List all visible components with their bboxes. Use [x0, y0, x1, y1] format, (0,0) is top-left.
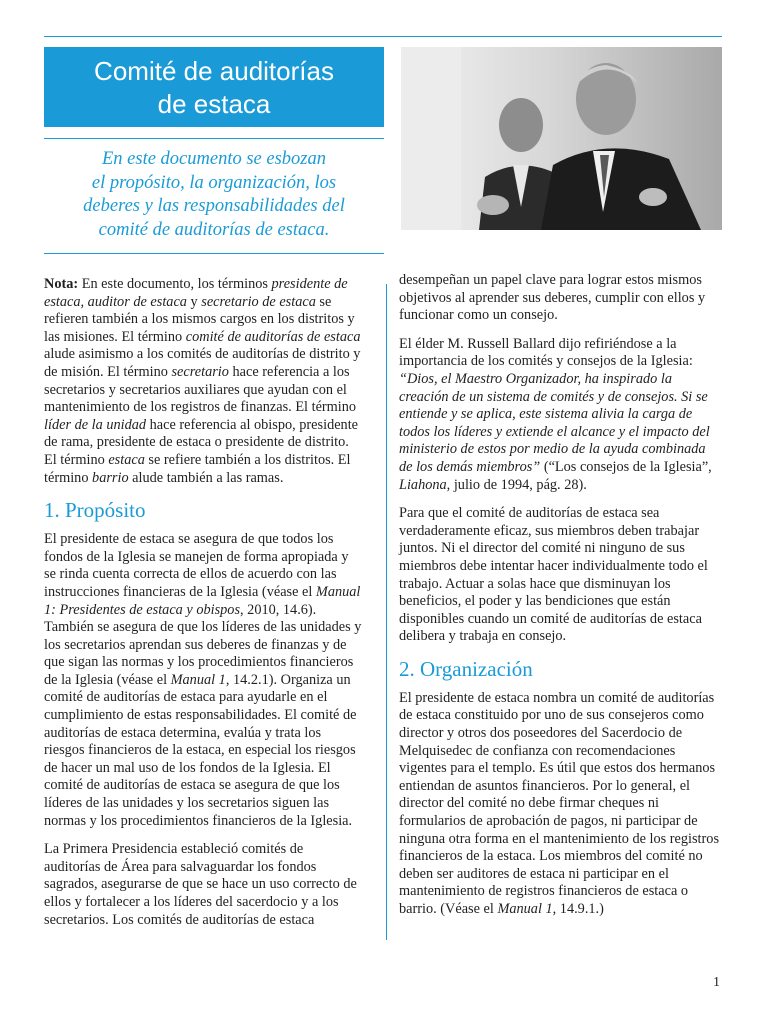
column-divider [386, 284, 387, 940]
text-run: se refieren también a los mismos cargos en los distritos y las misiones. El término [44, 293, 355, 345]
term: secretario de estaca [201, 293, 316, 310]
manual-title: Manual 1: Presidentes de estaca y obispos [44, 583, 361, 618]
text-run: hace referencia a los secretarios y secretarios auxiliares que ayudan con el mantenimiento de los registros de finanzas. El término [44, 363, 357, 416]
text-run: , julio de 1994, pág. 28). [446, 476, 587, 493]
term: barrio [92, 469, 129, 486]
text-run: alude asimismo a los comités de auditorías de distrito y de misión. El término [44, 346, 361, 380]
right-column [399, 272, 721, 930]
top-rule [44, 36, 722, 37]
text-run: , 14.2.1). Organiza un comité de auditorías de estaca para ayudarle en el cumplimiento de estas responsabilidades. El comité de auditorías de estaca determina, evalúa y trata los riesgos financieros de la estaca, en especial los riesgos de hacer un mal uso de los fondos de la Iglesia. El comité de auditorías de estaca se asegura de que los líderes de las unidades y los secretarios siguen las normas y los procedimientos financieros de la Iglesia. [44, 671, 357, 829]
left-column [44, 276, 362, 940]
title-line-2: de estaca [157, 89, 271, 119]
text-run: se refiere también a los distritos. El término [44, 451, 351, 486]
body-paragraph-continued: desempeñan un papel clave para lograr estos mismos objetivos al aprender sus deberes, cumplir con ellos y funcionar como un consejo. [399, 272, 706, 324]
term: comité de auditorías de estaca [185, 328, 361, 345]
intro-summary [44, 148, 384, 242]
section-heading-organizacion: 2. Organización [399, 656, 533, 681]
body-paragraph [399, 690, 721, 919]
manual-title: Manual 1 [497, 901, 553, 917]
photo-two-men-in-suits [401, 47, 722, 230]
text-run: El presidente de estaca nombra un comité de auditorías de estaca constituido por uno de sus consejeros como director y otros dos poseedores del Sacerdocio de Melquisedec de confianza con recomendaciones vigentes para el templo. Es útil que estos dos hermanos entiendan de asuntos financieros. Por lo general, el director del comité no debe firmar cheques ni formularios de aprobación de pagos, ni participar de ninguna otra forma en el mantenimiento de los registros financieros de la estaca. Los miembros del comité no deben ser auditores de estaca ni participar en el mantenimiento de registros financieros de estaca o barrio. (Véase el [399, 689, 720, 917]
text-run: , 2010, 14.6). También se asegura de que los líderes de las unidades y los secretarios aprendan sus deberes de finanzas y de que sigan las normas y los procedimientos financieros de la Iglesia (véase el [44, 601, 362, 688]
text-run: y [186, 293, 202, 310]
divider-rule [44, 138, 384, 139]
title-box [44, 47, 384, 127]
section-heading-proposito: 1. Propósito [44, 498, 146, 523]
text-run: El presidente de estaca se asegura de que todos los fondos de la Iglesia se manejen de forma apropiada y se rinda cuenta correcta de ellos de acuerdo con las instrucciones financieras de la Iglesia (véase el [44, 531, 349, 600]
publication-title: Liahona [399, 476, 447, 493]
intro-line: En este documento se esbozan [101, 149, 326, 169]
quote: “Dios, el Maestro Organizador, ha inspirado la creación de un sistema de comités y de consejos. Si se entiende y se aplica, este sistema alivia la carga de todos los líderes y extiende el alcance y el impacto del ministerio de estos por medio de la ayuda combinada de los demás miembros” [399, 370, 710, 475]
text-run: El élder M. Russell Ballard dijo refiriéndose a la importancia de los comités y consejos de la Iglesia: [399, 335, 693, 370]
body-paragraph [399, 336, 721, 494]
term: líder de la unidad [44, 416, 147, 433]
note-label: Nota: [44, 276, 79, 292]
text-run: hace referencia al obispo, presidente de rama, presidente de estaca o presidente de distrito. El término [44, 416, 359, 468]
body-paragraph [44, 531, 362, 830]
title-line-1: Comité de auditorías [94, 56, 334, 86]
text-run: , 14.9.1.) [552, 901, 604, 917]
term: presidente de estaca, auditor de estaca [44, 276, 348, 310]
note-paragraph [44, 276, 362, 487]
intro-line: deberes y las responsabilidades del [83, 196, 345, 216]
text-run: alude también a las ramas. [128, 469, 284, 486]
page-number: 1 [713, 975, 720, 990]
body-paragraph: La Primera Presidencia estableció comités de auditorías de Área para salvaguardar los fondos sagrados, asegurarse de que se hace un uso correcto de ellos y fortalecer a los líderes del sacerdocio y a los secretarios. Los comités de auditorías de estaca [44, 841, 357, 928]
body-paragraph: Para que el comité de auditorías de estaca sea verdaderamente eficaz, sus miembros deben trabajar juntos. Ni el director del comité ni ninguno de sus miembros debe intentar hacer individualmente todo el trabajo. Actuar a solas hace que disminuyan los beneficios, el poder y las bendiciones que están disponibles cuando un comité de auditorías de estaca delibera y trabaja en consejo. [399, 505, 708, 645]
term: estaca [108, 451, 145, 468]
intro-line: comité de auditorías de estaca. [98, 219, 330, 240]
text-run: (“Los consejos de la Iglesia”, [540, 458, 712, 475]
divider-rule [44, 253, 384, 254]
term: secretario [171, 363, 229, 380]
text-run: En este documento, los términos [78, 276, 272, 292]
intro-line: el propósito, la organización, los [91, 172, 337, 193]
manual-title: Manual 1 [170, 671, 226, 688]
